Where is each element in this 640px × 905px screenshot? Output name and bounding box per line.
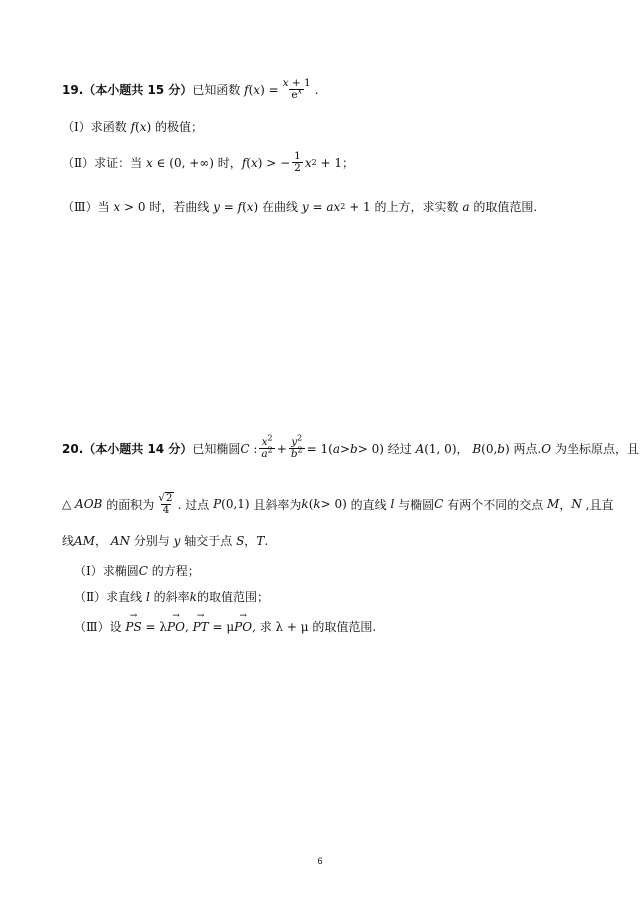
q20-line2: △ AOB 的面积为 $\frac{√2}{4}$ . 过点 P (0,1) 且斜率为 k ( k > 0) 的直线 l 与椭圆 C 有两个不同的交点 M ， N ,且直 <box>62 492 614 517</box>
part-text: 当 <box>97 200 110 214</box>
part-text: 为坐标原点，且 <box>554 442 639 457</box>
part-label: （Ⅲ） <box>62 200 98 214</box>
part-label: （Ⅱ） <box>74 590 107 604</box>
half-fraction: $\frac{1}{2}$ <box>294 150 301 175</box>
part-text: 时， <box>217 156 242 171</box>
part-text: 的上方，求实数 <box>374 200 459 214</box>
part-text: 且斜率为 <box>253 497 302 512</box>
part-text: 的取值范围. <box>473 200 538 214</box>
part-label: （Ⅱ） <box>62 156 95 171</box>
part-text: 轴交于点 <box>184 534 233 548</box>
q20-part3: （Ⅲ） 设 → PS = λ → PO , → PT = μ → PO , 求 λ + μ 的取值范围. <box>74 618 376 635</box>
q19-heading: 19. （本小题共 15 分） 已知函数 f ( x ) = $\frac{x + 1}{e^x}$ . <box>62 77 319 102</box>
part-text: 的极值； <box>155 120 204 134</box>
part-text: 与椭圆 <box>398 497 435 512</box>
part-text: 求椭圆 <box>102 564 139 578</box>
q19-part1: （Ⅰ） 求函数 f ( x ) 的极值； <box>62 119 204 134</box>
part-text: 的直线 <box>350 497 387 512</box>
part-text: 的取值范围. <box>312 620 377 634</box>
q20-points: （本小题共 14 分） <box>83 442 193 457</box>
q19-points: （本小题共 15 分） <box>83 83 193 98</box>
q19-part3: （Ⅲ） 当 x > 0 时，若曲线 y = f ( x ) 在曲线 y = ax 2 + 1 的上方，求实数 a 的取值范围. <box>62 199 538 214</box>
q20-number: 20. <box>62 441 84 456</box>
part-label: （Ⅰ） <box>62 120 91 134</box>
ellipse-y-term: $\frac{y^2}{b^2}$ <box>290 433 303 461</box>
q20-intro: 已知椭圆 <box>192 442 241 457</box>
part-label: （Ⅲ） <box>74 620 110 634</box>
q20-line3: 线 AM ， AN 分别与 y 轴交于点 S ， T . <box>62 533 269 548</box>
part-text: 在曲线 <box>262 200 299 214</box>
part-text: 两点. <box>513 442 542 457</box>
part-text: 时，若曲线 <box>149 200 210 214</box>
part-text: 设 <box>109 620 122 634</box>
ellipse-x-term: $\frac{x^2}{a^2}$ <box>261 433 273 461</box>
part-text: 线 <box>62 534 75 548</box>
part-text: 的方程； <box>151 564 200 578</box>
part-text: . 过点 <box>177 497 210 512</box>
area-fraction: $\frac{√2}{4}$ <box>158 492 173 517</box>
page-number: 6 <box>317 856 323 866</box>
q19-intro: 已知函数 <box>192 83 241 98</box>
q19-number: 19. <box>62 82 84 97</box>
part-text: 的斜率 <box>153 590 190 604</box>
part-text: 求函数 <box>90 120 127 134</box>
q20-heading: 20. （本小题共 14 分） 已知椭圆 C : $\frac{x^2}{a^2}$ + $\frac{y^2}{b^2}$ = 1( a > b > 0) 经过 A (1, 0)， B (0, b ) 两点. O 为坐标原点，且 <box>62 433 639 461</box>
part-text: 分别与 <box>133 534 170 548</box>
q19-fraction: $\frac{x + 1}{e^x}$ <box>282 77 311 102</box>
part-text: 求证：当 <box>94 156 143 171</box>
q19-function-def: f <box>240 82 249 97</box>
q20-part2: （Ⅱ） 求直线 l 的斜率 k 的取值范围； <box>74 589 269 604</box>
part-label: （Ⅰ） <box>74 564 103 578</box>
part-text: 的面积为 <box>106 497 155 512</box>
part-text: ,且直 <box>585 497 614 512</box>
part-text: 经过 <box>387 442 412 457</box>
part-text: 的取值范围； <box>196 590 269 604</box>
part-text: 有两个不同的交点 <box>447 497 544 512</box>
q20-part1: （Ⅰ） 求椭圆 C 的方程； <box>74 563 200 578</box>
part-text: 求直线 <box>106 590 143 604</box>
q19-part2: （Ⅱ） 求证：当 x ∈ (0, +∞) 时， f ( x ) > − $\frac{1}{2}$ x 2 + 1； <box>62 150 355 175</box>
